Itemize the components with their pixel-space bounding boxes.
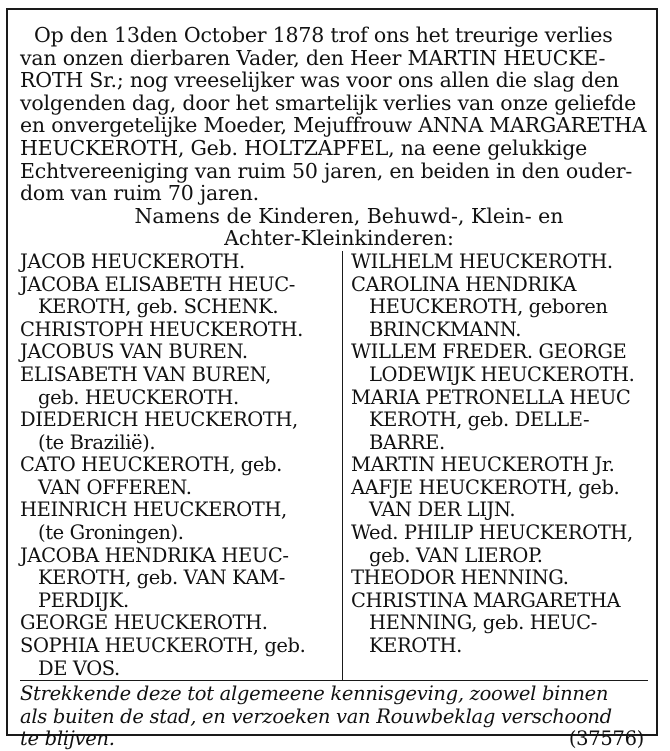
- family-member-entry: [20, 319, 338, 342]
- intro-line: dom van ruim 70 jaren.: [20, 181, 259, 206]
- family-member-detail: HEUCKEROTH, geboren: [369, 295, 608, 319]
- family-member-name: ELISABETH VAN BUREN,: [20, 362, 271, 386]
- family-member-entry: [351, 454, 648, 477]
- family-member-name: GEORGE HEUCKEROTH.: [20, 611, 268, 635]
- footer-line-last: [20, 728, 648, 751]
- family-member-entry: [20, 409, 338, 454]
- advert-number: (37576): [568, 727, 644, 751]
- family-member-entry: [20, 454, 338, 499]
- intro-line: Op den 13den October 1878 trof ons het treurige verlies: [34, 23, 613, 47]
- family-member-name: MARTIN HEUCKEROTH Jr.: [351, 453, 615, 477]
- family-member-name: JACOBUS VAN BUREN.: [20, 340, 248, 364]
- family-member-detail: KEROTH, geb. SCHENK.: [38, 295, 279, 319]
- family-member-name: JACOBA HENDRIKA HEUC-: [20, 543, 289, 567]
- family-member-name: CHRISTINA MARGARETHA: [351, 588, 621, 612]
- family-member-name: JACOB HEUCKEROTH.: [20, 249, 245, 273]
- intro-line: Echtvereeniging van ruim 50 jaren, en beiden in den ouder-: [20, 158, 633, 183]
- family-member-detail: geb. VAN LIEROP.: [369, 543, 543, 567]
- family-member-entry: [20, 364, 338, 409]
- family-member-detail: KEROTH.: [369, 634, 462, 658]
- death-notice: [6, 8, 658, 751]
- family-member-entry: [351, 477, 648, 522]
- family-member-detail: geb. HEUCKEROTH.: [38, 385, 239, 409]
- footer-line: Strekkende deze tot algemeene kennisgeving, zoowel binnen: [20, 682, 609, 706]
- family-member-detail: (te Brazilië).: [38, 430, 156, 454]
- intro-line: HEUCKEROTH, Geb. HOLTZAPFEL, na eene gelukkige: [20, 135, 588, 160]
- footer-line: te blijven.: [20, 727, 115, 751]
- footer-line: als buiten de stad, en verzoeken van Rouwbeklag verschoond: [20, 704, 612, 728]
- family-member-detail: (te Groningen).: [38, 521, 184, 545]
- family-member-entry: [20, 635, 338, 680]
- family-member-entry: [351, 567, 648, 590]
- right-name-column: [343, 251, 648, 680]
- notice-footer: [20, 680, 648, 751]
- family-member-detail: PERDIJK.: [38, 588, 129, 612]
- family-member-name: MARIA PETRONELLA HEUC: [351, 385, 631, 409]
- family-member-name: CAROLINA HENDRIKA: [351, 272, 577, 296]
- signoff-line: Achter-Kleinkinderen:: [224, 226, 454, 251]
- family-member-entry: [351, 274, 648, 342]
- intro-line: en onvergetelijke Moeder, Mejuffrouw ANNA MARGARETHA: [20, 113, 647, 138]
- family-member-name: WILLEM FREDER. GEORGE: [351, 340, 627, 364]
- intro-line: volgenden dag, door het smartelijk verlies van onze geliefde: [20, 90, 637, 115]
- family-member-name: Wed. PHILIP HEUCKEROTH,: [351, 521, 633, 545]
- family-member-entry: [351, 590, 648, 658]
- family-columns: [20, 251, 648, 680]
- family-member-name: HEINRICH HEUCKEROTH,: [20, 498, 287, 522]
- family-member-entry: [20, 545, 338, 613]
- family-member-entry: [20, 274, 338, 319]
- family-member-name: WILHELM HEUCKEROTH.: [351, 249, 613, 273]
- family-member-name: DIEDERICH HEUCKEROTH,: [20, 408, 298, 432]
- family-member-entry: [20, 341, 338, 364]
- family-member-detail: LODEWIJK HEUCKEROTH.: [369, 362, 635, 386]
- family-member-detail: KEROTH, geb. DELLE-: [369, 408, 590, 432]
- family-member-entry: [20, 499, 338, 544]
- family-member-entry: [351, 341, 648, 386]
- left-name-column: [20, 251, 343, 680]
- family-member-detail: VAN DER LIJN.: [369, 498, 516, 522]
- intro-line: ROTH Sr.; nog vreeselijker was voor ons allen die slag den: [20, 68, 619, 93]
- family-member-name: CHRISTOPH HEUCKEROTH.: [20, 317, 303, 341]
- intro-line: van onzen dierbaren Vader, den Heer MARTIN HEUCKE-: [20, 45, 606, 70]
- family-member-entry: [20, 612, 338, 635]
- family-member-detail: BARRE.: [369, 430, 445, 454]
- family-member-name: AAFJE HEUCKEROTH, geb.: [351, 475, 620, 499]
- family-member-detail: BRINCKMANN.: [369, 317, 521, 341]
- family-member-entry: [20, 251, 338, 274]
- family-member-name: JACOBA ELISABETH HEUC-: [20, 272, 295, 296]
- family-member-entry: [351, 387, 648, 455]
- family-member-name: THEODOR HENNING.: [351, 566, 569, 590]
- family-member-detail: VAN OFFEREN.: [38, 475, 192, 499]
- family-member-entry: [351, 251, 648, 274]
- family-member-detail: HENNING, geb. HEUC-: [369, 611, 597, 635]
- family-member-entry: [351, 522, 648, 567]
- signoff-line: Namens de Kinderen, Behuwd-, Klein- en: [134, 203, 564, 228]
- family-member-name: CATO HEUCKEROTH, geb.: [20, 453, 282, 477]
- notice-intro: [20, 24, 648, 205]
- family-member-detail: DE VOS.: [38, 656, 120, 680]
- family-member-detail: KEROTH, geb. VAN KAM-: [38, 566, 285, 590]
- family-member-name: SOPHIA HEUCKEROTH, geb.: [20, 634, 306, 658]
